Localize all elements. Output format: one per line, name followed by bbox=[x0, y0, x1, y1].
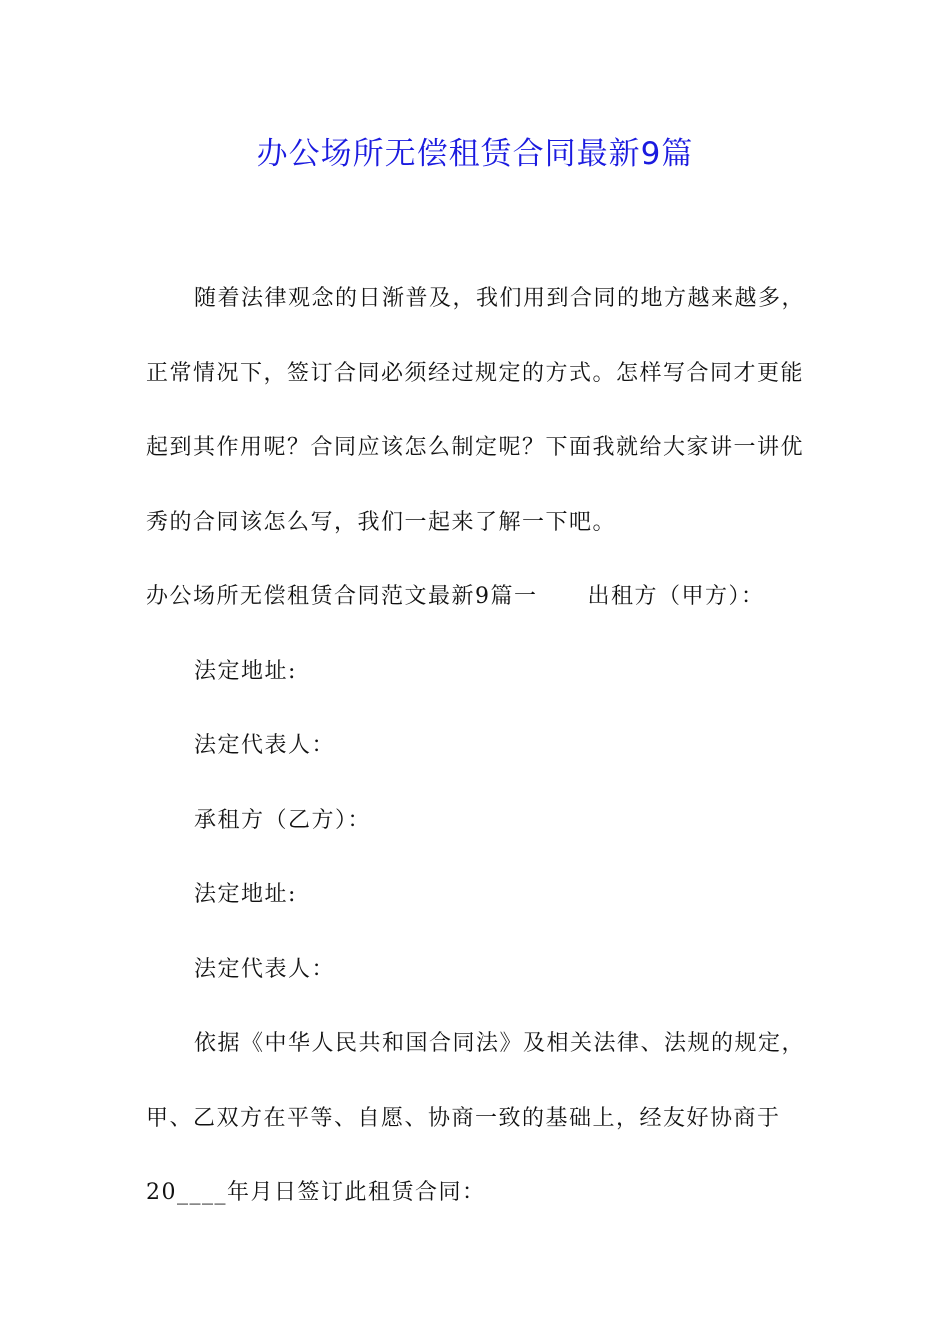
lessee-representative: 法定代表人： bbox=[194, 956, 336, 982]
intro-paragraph: 随着法律观念的日渐普及，我们用到合同的地方越来越多，正常情况下，签订合同必须经过规定的方式。怎样写合同才更能起到其作用呢？合同应该怎么制定呢？下面我就给大家讲一讲优秀的合同该怎么写，我们一起来了解一下吧。 bbox=[146, 286, 806, 535]
lessor-label: 出租方（甲方）： bbox=[587, 584, 765, 609]
document-body bbox=[146, 262, 826, 1231]
basis-paragraph: 依据《中华人民共和国合同法》及相关法律、法规的规定，甲、乙双方在平等、自愿、协商一致的基础上，经友好协商于20____年月日签订此租赁合同： bbox=[146, 1031, 806, 1205]
lessee-label: 承租方（乙方）： bbox=[194, 807, 372, 833]
document-title: 办公场所无偿租赁合同最新9篇 bbox=[256, 136, 694, 172]
section-heading: 办公场所无偿租赁合同范文最新9篇一 bbox=[146, 584, 538, 609]
lessor-address: 法定地址: bbox=[194, 658, 297, 684]
section-heading-line bbox=[146, 560, 826, 635]
lessor-representative: 法定代表人： bbox=[194, 733, 336, 758]
lessee-address: 法定地址: bbox=[194, 882, 297, 907]
